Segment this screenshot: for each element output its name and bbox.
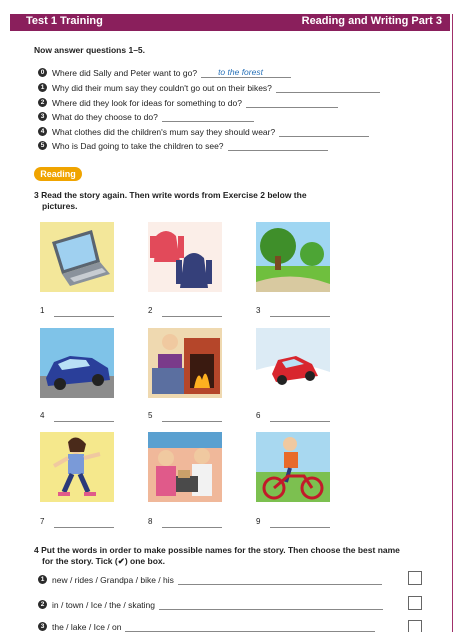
item-text: new / rides / Grandpa / bike / his	[52, 575, 174, 585]
answer-line-5[interactable]	[162, 421, 222, 422]
question-number: 0	[38, 68, 47, 77]
question-number: 2	[38, 98, 47, 107]
item-text: the / lake / Ice / on	[52, 622, 122, 632]
tick-box-3[interactable]	[408, 620, 422, 632]
item-number: 2	[38, 600, 47, 609]
answer-field[interactable]	[276, 83, 380, 93]
answer-field[interactable]	[178, 575, 382, 585]
question-0	[38, 67, 291, 78]
question-number: 1	[38, 83, 47, 92]
answer-field[interactable]	[162, 112, 254, 122]
question-text: Where did Sally and Peter want to go?	[52, 68, 198, 78]
question-number: 5	[38, 141, 47, 150]
exercise-3-instruction-line1: 3 Read the story again. Then write words from Exercise 2 below the	[34, 190, 307, 200]
picture-number: 8	[148, 517, 153, 526]
question-text: Where did they look for ideas for something to do?	[52, 98, 242, 108]
park-icon	[256, 222, 330, 292]
exercise-3-instruction-line2: pictures.	[42, 201, 78, 211]
answer-field[interactable]	[201, 68, 291, 78]
answer-field[interactable]	[228, 141, 328, 151]
question-1	[38, 82, 380, 93]
example-answer: to the forest	[218, 67, 263, 77]
answer-field[interactable]	[279, 127, 369, 137]
answer-line-2[interactable]	[162, 316, 222, 317]
jackets-icon	[148, 222, 222, 292]
answer-line-7[interactable]	[54, 527, 114, 528]
answer-line-1[interactable]	[54, 316, 114, 317]
question-text: What clothes did the children's mum say they should wear?	[52, 127, 276, 137]
answer-line-4[interactable]	[54, 421, 114, 422]
skater-girl-icon	[40, 432, 114, 502]
answer-line-8[interactable]	[162, 527, 222, 528]
question-number: 3	[38, 112, 47, 121]
questions-heading: Now answer questions 1–5.	[34, 45, 146, 55]
question-text: Why did their mum say they couldn't go out on their bikes?	[52, 83, 272, 93]
question-number: 4	[38, 127, 47, 136]
picture-number: 1	[40, 306, 45, 315]
question-2	[38, 97, 338, 108]
car-icon	[40, 328, 114, 398]
question-text: What do they choose to do?	[52, 112, 158, 122]
page-edge-line	[452, 14, 453, 632]
item-text: in / town / Ice / the / skating	[52, 600, 155, 610]
exercise-4-item-3	[38, 621, 375, 632]
picture-number: 9	[256, 517, 261, 526]
answer-field[interactable]	[159, 600, 383, 610]
picture-number: 5	[148, 411, 153, 420]
answer-line-9[interactable]	[270, 527, 330, 528]
exercise-4-instruction-line2: for the story. Tick (✔) one box.	[42, 556, 165, 566]
answer-field[interactable]	[125, 622, 375, 632]
answer-line-6[interactable]	[270, 421, 330, 422]
item-number: 3	[38, 622, 47, 631]
picture-number: 4	[40, 411, 45, 420]
picture-number: 2	[148, 306, 153, 315]
fireplace-icon	[148, 328, 222, 398]
question-text: Who is Dad going to take the children to see?	[52, 141, 224, 151]
laptop-icon	[40, 222, 114, 292]
tick-box-2[interactable]	[408, 596, 422, 610]
question-4	[38, 126, 369, 137]
reading-badge: Reading	[34, 167, 82, 181]
exercise-4-item-1	[38, 574, 382, 585]
shop-icon	[148, 432, 222, 502]
tick-box-1[interactable]	[408, 571, 422, 585]
answer-line-3[interactable]	[270, 316, 330, 317]
cyclist-icon	[256, 432, 330, 502]
picture-number: 3	[256, 306, 261, 315]
picture-number: 7	[40, 517, 45, 526]
header-left-title: Test 1 Training	[26, 15, 103, 27]
header-right-title: Reading and Writing Part 3	[301, 15, 442, 27]
question-3	[38, 111, 254, 122]
answer-field[interactable]	[246, 98, 338, 108]
picture-number: 6	[256, 411, 261, 420]
snow-car-icon	[256, 328, 330, 398]
question-5	[38, 140, 328, 151]
item-number: 1	[38, 575, 47, 584]
exercise-4-instruction-line1: 4 Put the words in order to make possible names for the story. Then choose the best name	[34, 545, 400, 555]
header-bar	[10, 14, 450, 31]
exercise-4-item-2	[38, 599, 383, 610]
